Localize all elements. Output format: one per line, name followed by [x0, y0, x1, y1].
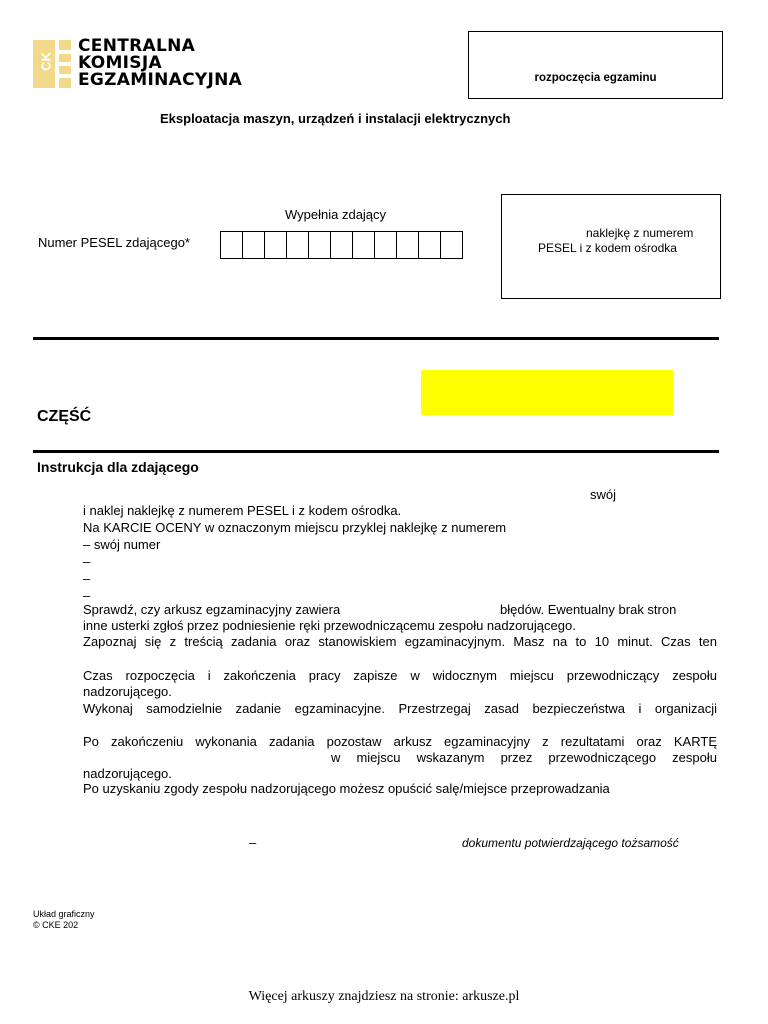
- logo-line-2: KOMISJA: [78, 53, 162, 73]
- instruction-line: Wykonaj samodzielnie zadanie egzaminacyjne. Przestrzegaj zasad bezpieczeństwa i organizacji: [83, 701, 717, 716]
- pesel-digit-cell[interactable]: [441, 232, 463, 258]
- instruction-line: Po uzyskaniu zgody zespołu nadzorującego możesz opuścić salę/miejsce przeprowadzania: [83, 781, 610, 796]
- pesel-label: Numer PESEL zdającego*: [38, 235, 190, 250]
- instruction-line: Sprawdź, czy arkusz egzaminacyjny zawiera: [83, 602, 341, 617]
- instruction-line: inne usterki zgłoś przez podniesienie ręki przewodniczącemu zespołu nadzorującego.: [83, 618, 576, 633]
- instruction-dash-item: –: [83, 554, 91, 569]
- sticker-box[interactable]: [501, 194, 721, 299]
- pesel-digit-cell[interactable]: [309, 232, 331, 258]
- pesel-digit-cell[interactable]: [375, 232, 397, 258]
- pesel-digit-cell[interactable]: [265, 232, 287, 258]
- logo-line-3: EGZAMINACYJNA: [78, 70, 243, 90]
- instruction-line: Po zakończeniu wykonania zadania pozostaw arkusz egzaminacyjny z rezultatami oraz KARTĘ: [83, 734, 717, 749]
- instruction-fragment-swoj: swój: [590, 487, 617, 502]
- part-highlight: [421, 370, 673, 415]
- note-dash: –: [249, 835, 257, 850]
- logo-line-1: CENTRALNA: [78, 36, 196, 56]
- pesel-digit-cell[interactable]: [353, 232, 375, 258]
- sticker-box-line-2: PESEL i z kodem ośrodka: [538, 241, 677, 255]
- note-identity-document: dokumentu potwierdzającego tożsamość: [462, 836, 679, 850]
- pesel-digit-cell[interactable]: [243, 232, 265, 258]
- divider-top: [33, 337, 719, 340]
- part-label: CZĘŚĆ: [37, 408, 92, 425]
- instructions-title: Instrukcja dla zdającego: [37, 459, 199, 475]
- exam-start-label: rozpoczęcia egzaminu: [534, 72, 657, 84]
- sticker-box-line-1: naklejkę z numerem: [586, 226, 694, 240]
- footer-site-link[interactable]: Więcej arkuszy znajdziesz na stronie: arkusze.pl: [248, 989, 520, 1004]
- instruction-line: błędów. Ewentualny brak stron: [500, 602, 677, 617]
- instruction-line: Na KARCIE OCENY w oznaczonym miejscu przyklej naklejkę z numerem: [83, 520, 507, 535]
- layout-credit-line-1: Układ graficzny: [33, 909, 95, 919]
- instruction-dash-item: – swój numer: [83, 537, 161, 552]
- exam-start-box: [468, 31, 723, 99]
- instruction-line: Czas rozpoczęcia i zakończenia pracy zapisze w widocznym miejscu przewodniczący zespołu: [83, 668, 717, 683]
- pesel-digit-cell[interactable]: [397, 232, 419, 258]
- layout-credit-line-2: © CKE 202: [33, 920, 79, 930]
- exam-subject-title: Eksploatacja maszyn, urządzeń i instalacji elektrycznych: [160, 111, 511, 126]
- fill-by-candidate-label: Wypełnia zdający: [285, 207, 387, 222]
- cke-logo-mark: [33, 40, 71, 88]
- cke-logo-text: [78, 38, 242, 89]
- logo-mark-letters: CK: [38, 52, 54, 71]
- instruction-line: nadzorującego.: [83, 684, 172, 699]
- instruction-line: w miejscu wskazanym przez przewodniczącego zespołu: [331, 750, 717, 765]
- divider-bottom: [33, 450, 719, 453]
- instruction-dash-item: –: [83, 571, 91, 586]
- pesel-digit-cell[interactable]: [331, 232, 353, 258]
- instruction-line: nadzorującego.: [83, 766, 172, 781]
- pesel-digit-cell[interactable]: [221, 232, 243, 258]
- instruction-line: Zapoznaj się z treścią zadania oraz stanowiskiem egzaminacyjnym. Masz na to 10 minut. Czas ten: [83, 634, 717, 649]
- instruction-dash-item: –: [83, 588, 91, 603]
- pesel-input-grid[interactable]: [220, 231, 463, 259]
- pesel-digit-cell[interactable]: [419, 232, 441, 258]
- pesel-digit-cell[interactable]: [287, 232, 309, 258]
- instruction-line: i naklej naklejkę z numerem PESEL i z kodem ośrodka.: [83, 503, 402, 518]
